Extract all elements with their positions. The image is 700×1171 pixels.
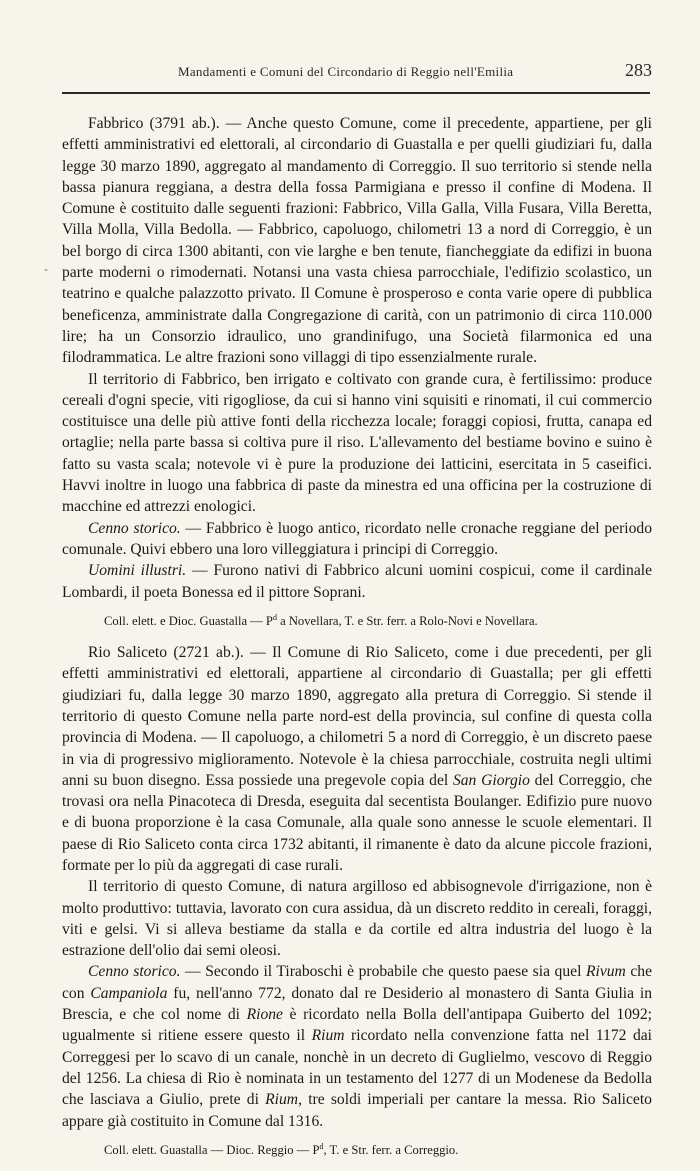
fabbrico-coll-a: Coll. elett. e Dioc. Guastalla — P bbox=[104, 614, 273, 629]
rio-p3-e: ricordato nella convenzione fatta nel 1172 dai Correggesi per lo scavo di un canale, nonchè in un decreto di Guglielmo, vescovo di Reggio del 1256. La chiesa di Rio è nominata in un testamento del 1277 di un Modenese da Bedolla che lasciava a Giulio, prete di bbox=[62, 1027, 653, 1109]
rio-coll-b: , T. e Str. ferr. a Correggio. bbox=[323, 1143, 459, 1158]
fabbrico-coll-sup: d bbox=[272, 612, 277, 622]
rio-coll-a: Coll. elett. Guastalla — Dioc. Reggio — P bbox=[104, 1143, 320, 1158]
fabbrico-coll-b: a Novellara, T. e Str. ferr. a Rolo-Novi e Novellara. bbox=[276, 614, 538, 629]
fabbrico-cenno-label: Cenno storico. bbox=[88, 519, 181, 537]
rio-p3-a: — Secondo il Tiraboschi è probabile che questo paese sia quel bbox=[180, 963, 586, 981]
rio-cenno-label: Cenno storico. bbox=[88, 963, 181, 981]
fabbrico-paragraph-2: Il territorio di Fabbrico, ben irrigato e coltivato con grande cura, è fertilissimo: produce cereali d'ogni specie, viti rigogliose, da cui si hanno vini squisiti e rinomati, il cui commercio costituisce una delle più attive fonti della ricchezza locale; foraggi copiosi, frutta, canapa ed ortaglie; nella parte bassa si coltiva pure il riso. L'allevamento del bestiame bovino e suino è fatto su vasta scala; notevole vi è pure la produzione dei latticini, esercitata in 5 caseifici. Havvi inoltre in luogo una fabbrica di paste da minestra ed una officina per la costruzione di macchine ed attrezzi enologici. bbox=[62, 370, 652, 516]
fabbrico-uomini-text: — Furono nativi di Fabbrico alcuni uomini cospicui, come il cardinale Lombardi, il poeta Bonessa ed il pittore Soprani. bbox=[62, 562, 652, 601]
fabbrico-collegio-note bbox=[62, 609, 652, 630]
rio-collegio-note bbox=[62, 1138, 652, 1159]
rio-p3-b: che con bbox=[62, 963, 653, 1002]
rio-p3-em1: Rivum bbox=[585, 963, 626, 981]
margin-mark: - bbox=[44, 262, 48, 276]
header-rule bbox=[62, 92, 650, 94]
rio-p3-em2: Campaniola bbox=[90, 984, 168, 1002]
page-number: 283 bbox=[625, 60, 652, 80]
rio-p1-text2: del Correggio, che trovasi ora nella Pinacoteca di Dresda, eseguita dal secentista Boulanger. Edifizio pure nuovo e di buona proporzione è la casa Comunale, alla quale sono annesse le scuole elementari. Il paese di Rio Saliceto conta circa 1732 abitanti, il rimanente è dato da alcune piccole frazioni, formate per lo più da aggregati di case rurali. bbox=[62, 771, 652, 874]
rio-p1-text: — Il Comune di Rio Saliceto, come i due precedenti, per gli effetti amministrativi ed elettorali, appartiene al circondario di Guastalla; per gli effetti giudiziari fu, dalla legge 30 marzo 1890, aggregato alla pretura di Correggio. Si stende il territorio di questo Comune nella parte nord-est della provincia, sul confine di questa colla provincia di Modena. — Il capoluogo, a chilometri 5 a nord di Correggio, è un discreto paese in via di progressivo miglioramento. Notevole è la chiesa parrocchiale, costruita negli ultimi anni su buon disegno. Essa possiede una pregevole copia del bbox=[62, 644, 652, 789]
fabbrico-paragraph-1 bbox=[62, 113, 652, 369]
rio-p3-em4: Rium bbox=[311, 1027, 345, 1045]
fabbrico-p1-text: — Anche questo Comune, come il precedente, appartiene, per gli effetti amministrativi ed elettorali, al circondario di Guastalla e per quelli giudiziari fu, dalla legge 30 marzo 1890, aggregato al mandamento di Correggio. Il suo territorio si stende nella bassa pianura reggiana, a destra della fossa Parmigiana e presso il confine di Modena. Il Comune è costituito dalle seguenti frazioni: Fabbrico, Villa Galla, Villa Fusara, Villa Beretta, Villa Molla, Villa Bedolla. — Fabbrico, capoluogo, chilometri 13 a nord di Correggio, è un bel borgo di circa 1300 abitanti, con vie larghe e ben tenute, fiancheggiate da edifizi in buona parte moderni o rimodernati. Notansi una vasta chiesa parrocchiale, l'edifizio scolastico, un teatrino e qualche palazzotto privato. Il Comune è prosperoso e conta varie opere di pubblica beneficenza, amministrate dalla Congregazione di carità, con un patrimonio di circa 110.000 lire; ha un Consorzio idraulico, uno grandinifugo, una Società filarmonica ed una filodrammatica. Le altre frazioni sono villaggi di tipo essenzialmente rurale. bbox=[62, 115, 652, 367]
rio-p1-em: San Giorgio bbox=[452, 771, 530, 789]
rio-coll-sup: d bbox=[319, 1141, 324, 1151]
fabbrico-paragraph-4 bbox=[62, 560, 652, 603]
page-body bbox=[62, 113, 652, 1171]
rio-paragraph-3 bbox=[62, 961, 652, 1131]
page-header bbox=[60, 60, 652, 82]
rio-p3-d: è ricordato nella Bolla dell'antipapa Guiberto del 1092; ugualmente si ritiene essere questo il bbox=[62, 1006, 652, 1045]
fabbrico-paragraph-3 bbox=[62, 518, 652, 561]
running-title: Mandamenti e Comuni del Circondario di Reggio nell'Emilia bbox=[178, 64, 514, 79]
fabbrico-uomini-label: Uomini illustri. bbox=[88, 562, 187, 580]
rio-p3-em5: Rium bbox=[265, 1091, 299, 1109]
rio-paragraph-2: Il territorio di questo Comune, di natura argilloso ed abbisognevole d'irrigazione, non è molto produttivo: tuttavia, lavorato con cura assidua, dà un discreto reddito in cereali, foraggi, viti e gelsi. Vi si alleva bestiame da stalla e da cortile ed altra industria del luogo è la estrazione dell'olio dai semi oleosi. bbox=[62, 878, 652, 960]
rio-paragraph-1 bbox=[62, 642, 652, 876]
fabbrico-cenno-text: — Fabbrico è luogo antico, ricordato nelle cronache reggiane del periodo comunale. Quivi ebbero una loro villeggiatura i principi di Correggio. bbox=[62, 519, 652, 558]
rio-p3-f: , tre soldi imperiali per cantare la messa. Rio Saliceto appare già costituito in Comune dal 1316. bbox=[62, 1091, 652, 1130]
rio-p3-c: fu, nell'anno 772, donato dal re Desiderio al monastero di Santa Giulia in Brescia, e che col nome di bbox=[62, 984, 652, 1024]
rio-heading: Rio Saliceto (2721 ab.). bbox=[88, 644, 244, 662]
fabbrico-heading: Fabbrico (3791 ab.). bbox=[88, 115, 220, 132]
rio-p3-em3: Rione bbox=[246, 1006, 283, 1024]
